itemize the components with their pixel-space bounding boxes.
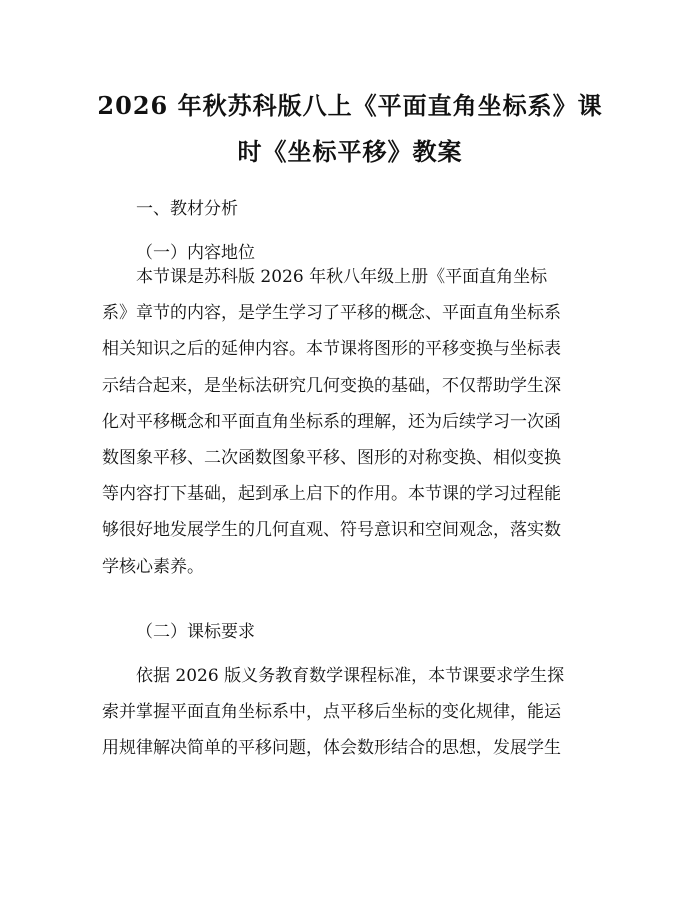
paragraph-content-position xyxy=(102,259,602,585)
subsection-heading-curriculum-requirements: （二）课标要求 xyxy=(136,622,255,642)
paragraph-line: 系》章节的内容，是学生学习了平移的概念、平面直角坐标系 xyxy=(102,303,561,324)
paragraph-line: 相关知识之后的延伸内容。本节课将图形的平移变换与坐标表 xyxy=(102,339,561,360)
subsection-heading-content-position: （一）内容地位 xyxy=(136,243,255,263)
paragraph-line: 化对平移概念和平面直角坐标系的理解，还为后续学习一次函 xyxy=(102,411,561,432)
document-title-line-2: 时《坐标平移》教案 xyxy=(237,137,463,166)
paragraph-line: 数图象平移、二次函数图象平移、图形的对称变换、相似变换 xyxy=(102,447,561,468)
paragraph-line: 本节课是苏科版 2026 年秋八年级上册《平面直角坐标 xyxy=(136,267,548,287)
paragraph-line: 示结合起来，是坐标法研究几何变换的基础，不仅帮助学生深 xyxy=(102,375,561,396)
paragraph-curriculum-requirements xyxy=(102,658,602,767)
paragraph-line: 够很好地发展学生的几何直观、符号意识和空间观念，落实数 xyxy=(102,520,561,541)
paragraph-line: 等内容打下基础，起到承上启下的作用。本节课的学习过程能 xyxy=(102,484,561,505)
paragraph-line: 用规律解决简单的平移问题，体会数形结合的思想，发展学生 xyxy=(102,738,561,759)
paragraph-line: 依据 2026 版义务教育数学课程标准，本节课要求学生探 xyxy=(136,666,565,686)
paragraph-line: 学核心素养。 xyxy=(102,556,204,577)
paragraph-line: 索并掌握平面直角坐标系中，点平移后坐标的变化规律，能运 xyxy=(102,702,561,723)
section-heading-textbook-analysis: 一、教材分析 xyxy=(136,199,238,219)
document-title-line-1: 2026 年秋苏科版八上《平面直角坐标系》课 xyxy=(97,91,603,120)
